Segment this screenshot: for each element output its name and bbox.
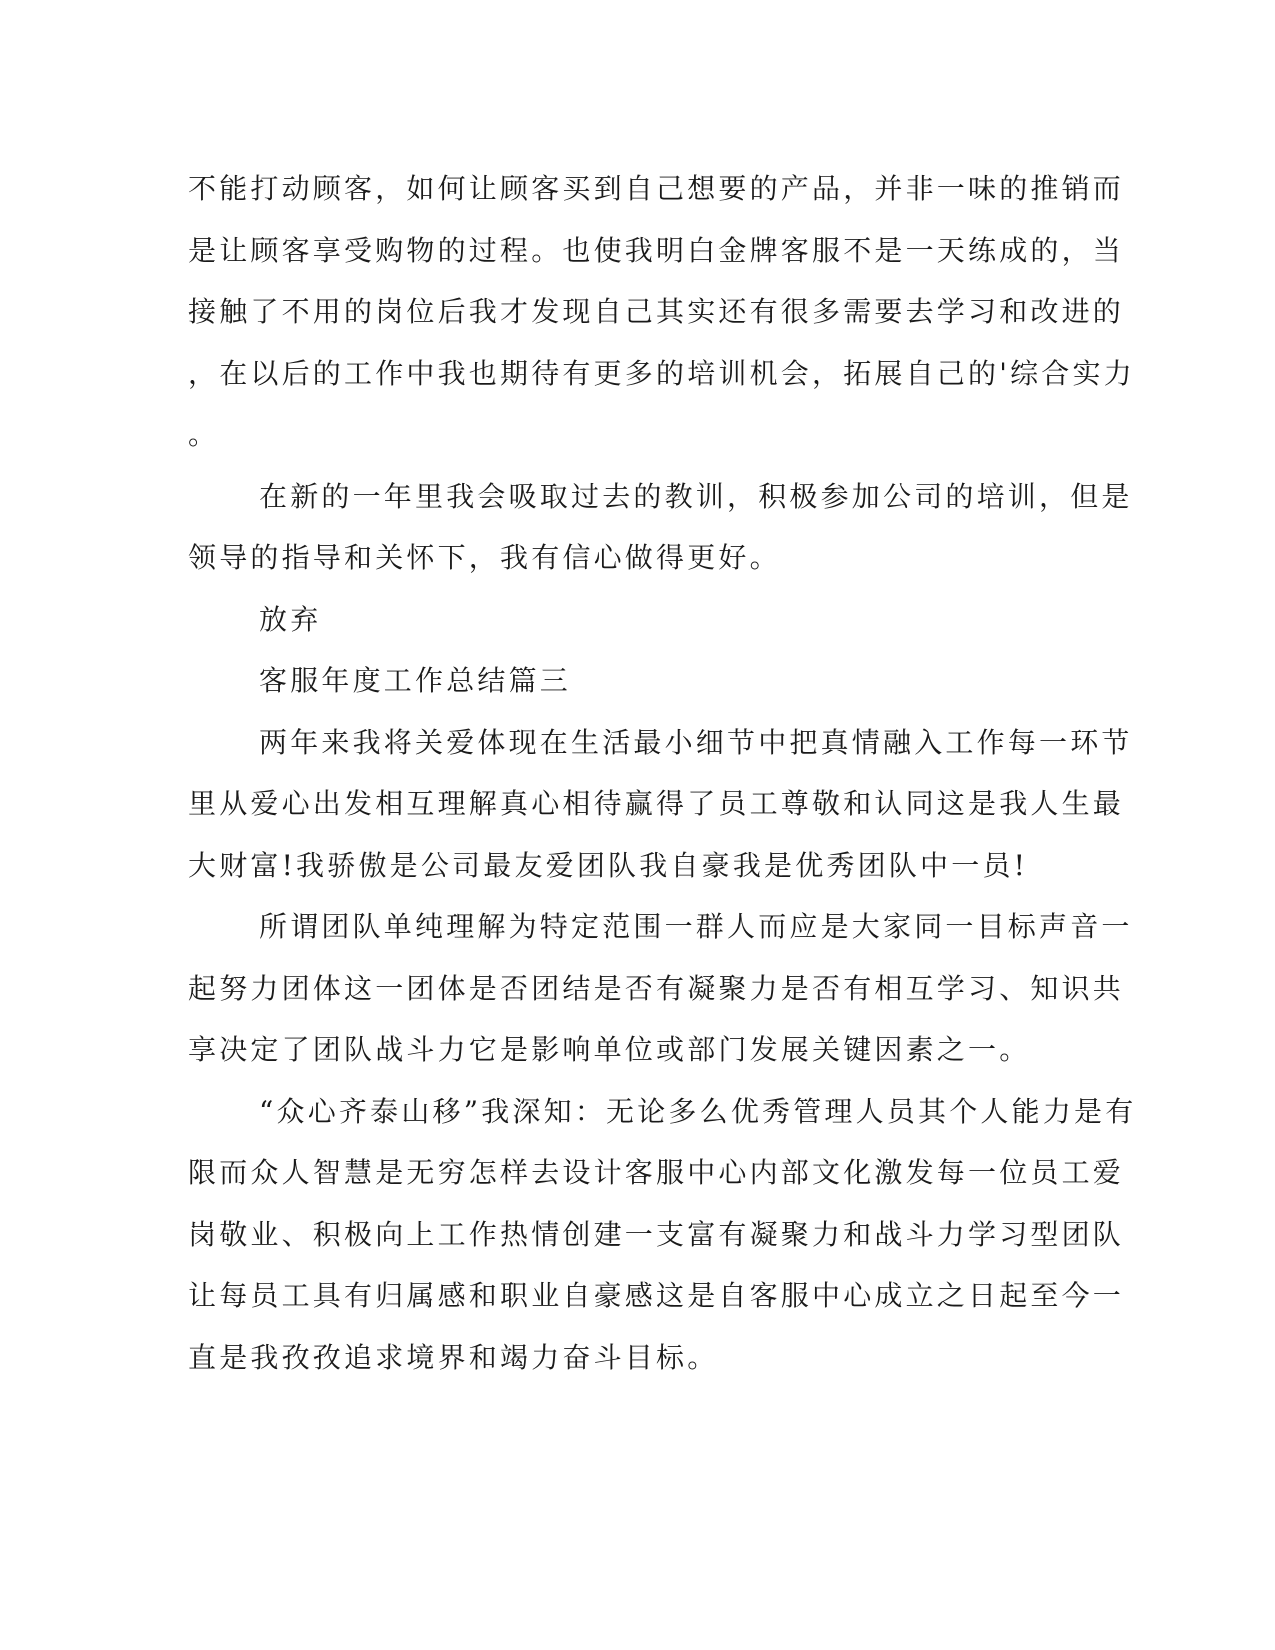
text-line: 不能打动顾客，如何让顾客买到自己想要的产品，并非一味的推销而	[188, 172, 1125, 205]
text-line: ，在以后的工作中我也期待有更多的培训机会，拓展自己的'综合实力	[188, 356, 1135, 390]
text-line: 享决定了团队战斗力它是影响单位或部门发展关键因素之一。	[188, 1033, 1031, 1066]
text-line: 起努力团体这一团体是否团结是否有凝聚力是否有相互学习、知识共	[188, 971, 1125, 1005]
text-line: 接触了不用的岗位后我才发现自己其实还有很多需要去学习和改进的	[188, 295, 1125, 328]
text-line: 里从爱心出发相互理解真心相待赢得了员工尊敬和认同这是我人生最	[188, 787, 1125, 820]
text-line: 所谓团队单纯理解为特定范围一群人而应是大家同一目标声音一	[259, 910, 1133, 943]
text-line: 两年来我将关爱体现在生活最小细节中把真情融入工作每一环节	[259, 725, 1133, 759]
text-line: “众心齐泰山移”我深知：无论多么优秀管理人员其个人能力是有	[259, 1094, 1137, 1128]
text-line: 直是我孜孜追求境界和竭力奋斗目标。	[188, 1340, 719, 1374]
text-line: 领导的指导和关怀下，我有信心做得更好。	[188, 541, 781, 574]
text-line: 。	[188, 418, 220, 451]
text-line: 让每员工具有归属感和职业自豪感这是自客服中心成立之日起至今一	[188, 1279, 1125, 1312]
text-line: 岗敬业、积极向上工作热情创建一支富有凝聚力和战斗力学习型团队	[188, 1217, 1125, 1251]
text-line: 放弃	[259, 602, 322, 636]
text-line: 在新的一年里我会吸取过去的教训，积极参加公司的培训，但是	[259, 479, 1133, 513]
text-line: 大财富!我骄傲是公司最友爱团队我自豪我是优秀团队中一员!	[188, 848, 1029, 882]
document-body	[188, 158, 1137, 1388]
text-line: 客服年度工作总结篇三	[259, 664, 572, 697]
text-line: 是让顾客享受购物的过程。也使我明白金牌客服不是一天练成的，当	[188, 233, 1125, 267]
text-line: 限而众人智慧是无穷怎样去设计客服中心内部文化激发每一位员工爱	[188, 1156, 1125, 1189]
